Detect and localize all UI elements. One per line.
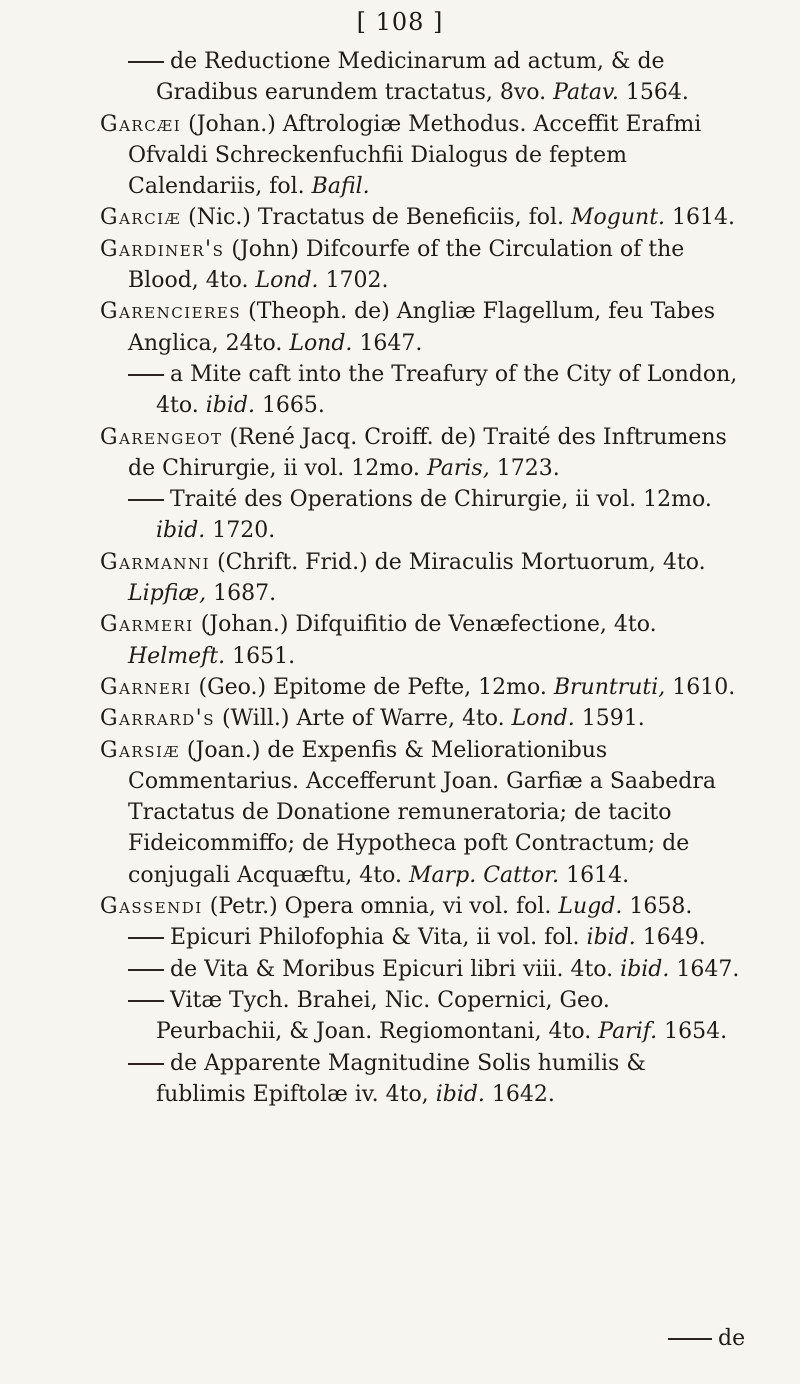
entry-place: Bafil. xyxy=(311,174,370,200)
entry-title: (Johan.) Aftrologiæ Methodus. Acceffit Erafmi Ofvaldi Schreckenfuchfii Dialogus de feptem Calendariis, fol. xyxy=(128,111,702,200)
entry-year: 1665. xyxy=(261,393,325,419)
entry-place: Parif. xyxy=(598,1019,658,1045)
entry-title: (John) Difcourfe of the Circulation of the Blood, 4to. xyxy=(128,236,685,294)
entry-author: Garencieres xyxy=(100,299,242,325)
entry-year: 1647. xyxy=(359,330,423,356)
entry-year: 1658. xyxy=(629,894,693,920)
entry-year: 1723. xyxy=(496,455,560,481)
catchword xyxy=(668,1326,745,1351)
entry-title: (Will.) Arte of Warre, 4to. xyxy=(221,706,505,732)
entry-title: a Mite caft into the Treafury of the City of London, 4to. xyxy=(156,361,738,419)
entry-year: 1614. xyxy=(672,205,736,231)
entry-place: Lond. xyxy=(511,706,575,732)
entry-title: (Theoph. de) Angliæ Flagellum, feu Tabes Anglica, 24to. xyxy=(128,299,716,356)
catchword-text: de xyxy=(718,1326,746,1351)
entry-place: Marp. Cattor. xyxy=(408,862,560,888)
entry xyxy=(100,296,740,359)
entry-year: 1651. xyxy=(232,643,296,669)
entry xyxy=(100,109,740,203)
entry-author: Garmeri xyxy=(100,612,194,638)
entry-author: Gassendi xyxy=(100,894,203,920)
entry-place: ibid. xyxy=(156,518,206,544)
ditto-dash xyxy=(128,1000,164,1002)
ditto-dash xyxy=(128,969,164,971)
entry-title: Vitæ Tych. Brahei, Nic. Copernici, Geo. Peurbachii, & Joan. Regiomontani, 4to. xyxy=(156,987,610,1045)
entry xyxy=(100,922,740,953)
entry-year: 1564. xyxy=(625,80,689,106)
entry xyxy=(100,234,740,297)
entry-year: 1614. xyxy=(566,862,630,888)
entry xyxy=(100,547,740,610)
entry xyxy=(100,422,740,485)
entry-place: ibid. xyxy=(586,925,636,951)
entry xyxy=(100,202,740,233)
entry-place: Paris, xyxy=(426,455,490,481)
entry-year: 1720. xyxy=(212,518,276,544)
entry-author: Garneri xyxy=(100,674,192,700)
entry-year: 1654. xyxy=(664,1019,728,1045)
entry-title: (Geo.) Epitome de Pefte, 12mo. xyxy=(198,674,547,700)
entry-place: Lond. xyxy=(289,330,353,356)
entry-title: de Vita & Moribus Epicuri libri viii. 4to. xyxy=(170,956,614,982)
entry xyxy=(100,484,740,547)
entry-year: 1591. xyxy=(581,706,645,732)
entry-year: 1642. xyxy=(491,1081,555,1107)
entry-author: Garengeot xyxy=(100,424,223,450)
entry-place: Patav. xyxy=(553,80,619,106)
entry-author: Garsiæ xyxy=(100,737,180,763)
entry-title: (René Jacq. Croiff. de) Traité des Inftrumens de Chirurgie, ii vol. 12mo. xyxy=(128,424,727,481)
entry-place: ibid. xyxy=(435,1081,485,1107)
entry-place: Lipfiæ, xyxy=(128,581,207,607)
entry-title: Epicuri Philofophia & Vita, ii vol. fol. xyxy=(170,925,580,951)
catalogue-entries xyxy=(100,46,740,1110)
ditto-dash xyxy=(128,1063,164,1065)
entry-place: Lugd. xyxy=(558,894,623,920)
ditto-dash xyxy=(128,374,164,376)
entry-author: Gardiner's xyxy=(100,236,225,262)
entry xyxy=(100,46,740,109)
entry-year: 1702. xyxy=(325,268,389,294)
entry-title: (Johan.) Difquifitio de Venæfectione, 4to. xyxy=(200,612,657,638)
entry-title: (Nic.) Tractatus de Beneficiis, fol. xyxy=(188,205,564,231)
entry-year: 1610. xyxy=(672,674,736,700)
entry-place: Helmeft. xyxy=(128,643,226,669)
entry-author: Garciæ xyxy=(100,205,182,231)
entry xyxy=(100,359,740,422)
entry-title: (Petr.) Opera omnia, vi vol. fol. xyxy=(209,894,552,920)
entry xyxy=(100,1048,740,1111)
ditto-dash xyxy=(668,1338,712,1340)
ditto-dash xyxy=(128,937,164,939)
entry-place: Lond. xyxy=(255,268,319,294)
entry-place: Bruntruti, xyxy=(553,674,666,700)
entry xyxy=(100,672,740,703)
entry-year: 1647. xyxy=(676,956,740,982)
entry-title: (Joan.) de Expenfis & Meliorationibus Commentarius. Accefferunt Joan. Garfiæ a Saabedra Tractatus de Donatione remuneratoria; de tacito Fideicommiffo; de Hypotheca poft Contractum; de conjugali Acquæftu, 4to. xyxy=(128,737,716,888)
entry-title: (Chrift. Frid.) de Miraculis Mortuorum, 4to. xyxy=(217,549,706,575)
entry xyxy=(100,703,740,734)
entry-author: Garmanni xyxy=(100,549,211,575)
entry xyxy=(100,735,740,891)
entry-title: de Apparente Magnitudine Solis humilis & fublimis Epiftolæ iv. 4to, xyxy=(156,1050,646,1107)
entry-author: Garcæi xyxy=(100,111,182,137)
entry-place: ibid. xyxy=(205,393,255,419)
entry-author: Garrard's xyxy=(100,706,215,732)
entry-year: 1649. xyxy=(642,925,706,951)
entry xyxy=(100,985,740,1048)
ditto-dash xyxy=(128,61,164,63)
entry xyxy=(100,609,740,672)
entry xyxy=(100,954,740,985)
entry-year: 1687. xyxy=(213,581,277,607)
entry-place: Mogunt. xyxy=(571,205,666,231)
page-number: [ 108 ] xyxy=(356,8,444,36)
entry-title: de Reductione Medicinarum ad actum, & de Gradibus earundem tractatus, 8vo. xyxy=(156,49,665,106)
ditto-dash xyxy=(128,499,164,501)
entry-title: Traité des Operations de Chirurgie, ii vol. 12mo. xyxy=(170,487,712,513)
entry xyxy=(100,891,740,922)
entry-place: ibid. xyxy=(620,956,670,982)
